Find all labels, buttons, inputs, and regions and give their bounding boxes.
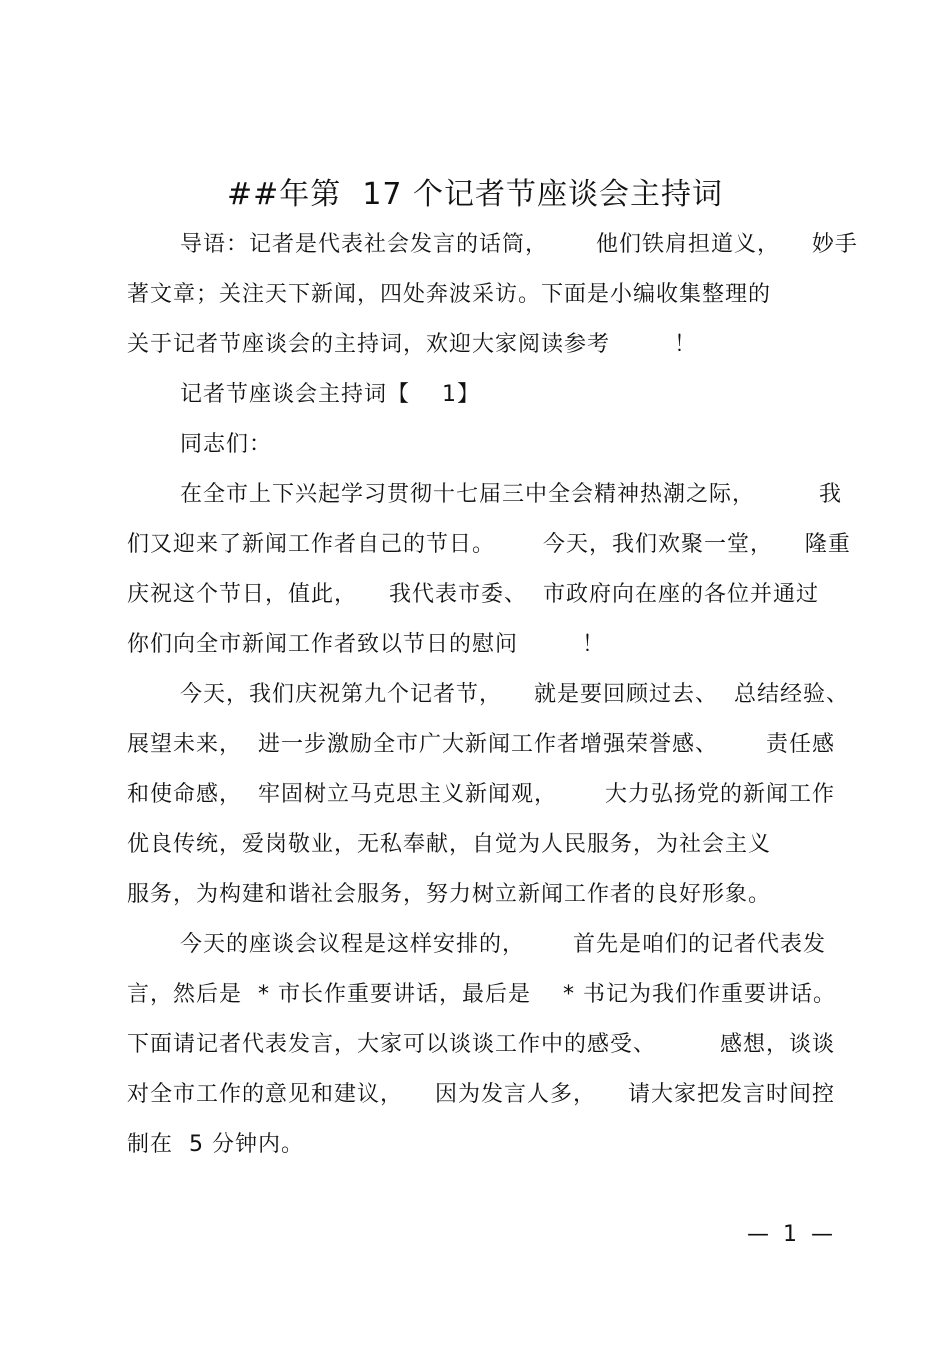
text-line: 导语：记者是代表社会发言的话筒， 他们铁肩担道义， 妙手	[180, 232, 858, 257]
salutation: 同志们：	[180, 432, 273, 457]
text-line: 在全市上下兴起学习贯彻十七届三中全会精神热潮之际， 我	[180, 482, 842, 507]
text-line: 今天的座谈会议程是这样安排的， 首先是咱们的记者代表发	[180, 932, 826, 957]
text-line: 下面请记者代表发言，大家可以谈谈工作中的感受、 感想，谈谈	[127, 1032, 835, 1057]
text-line: 优良传统，爱岗敬业，无私奉献，自觉为人民服务，为社会主义	[127, 832, 772, 857]
text-line: 展望未来， 进一步激励全市广大新闻工作者增强荣誉感、 责任感	[127, 732, 835, 757]
text-line: 你们向全市新闻工作者致以节日的慰问 ！	[127, 632, 605, 657]
text-line: 关于记者节座谈会的主持词，欢迎大家阅读参考 ！	[127, 332, 697, 357]
section-heading: 记者节座谈会主持词【 1】	[180, 382, 480, 407]
document-title: ##年第 17 个记者节座谈会主持词	[226, 177, 724, 212]
text-line: 言，然后是 * 市长作重要讲话，最后是 * 书记为我们作重要讲话。	[127, 982, 836, 1007]
text-line: 制在 5 分钟内。	[127, 1132, 304, 1157]
text-line: 们又迎来了新闻工作者自己的节日。 今天，我们欢聚一堂， 隆重	[127, 532, 851, 557]
text-line: 著文章；关注天下新闻，四处奔波采访。下面是小编收集整理的	[127, 282, 772, 307]
text-line: 今天，我们庆祝第九个记者节， 就是要回顾过去、 总结经验、	[180, 682, 849, 707]
page-number: — 1 —	[747, 1222, 833, 1247]
text-line: 庆祝这个节日，值此， 我代表市委、 市政府向在座的各位并通过	[127, 582, 819, 607]
text-line: 和使命感， 牢固树立马克思主义新闻观， 大力弘扬党的新闻工作	[127, 782, 835, 807]
text-line: 服务，为构建和谐社会服务，努力树立新闻工作者的良好形象。	[127, 882, 772, 907]
text-line: 对全市工作的意见和建议， 因为发言人多， 请大家把发言时间控	[127, 1082, 835, 1107]
